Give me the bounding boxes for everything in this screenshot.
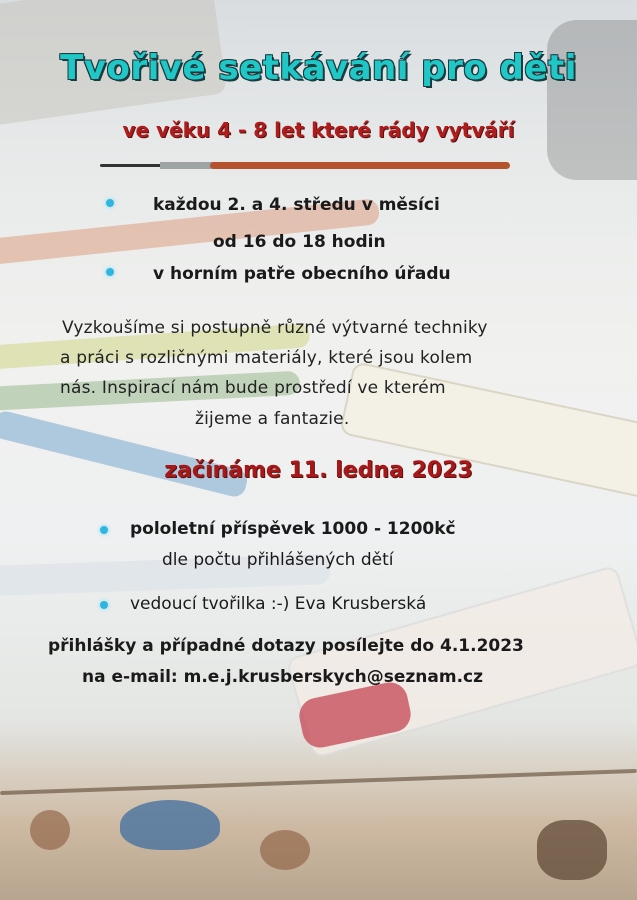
brush-handle [210,162,510,169]
brush-ferrule [160,162,215,169]
description-line: žijeme a fantazie. [195,409,350,429]
bullet-icon [100,526,108,534]
leader: vedoucí tvořilka :-) Eva Krusberská [130,594,427,614]
description-line: Vyzkoušíme si postupně různé výtvarné techniky [62,318,488,338]
fee-label: pololetní příspěvek 1000 - 1200kč [130,519,456,539]
poster-subtitle: ve věku 4 - 8 let které rády vytváří [122,118,515,142]
bullet-icon [106,199,114,207]
pinecone-shape [537,820,607,880]
fee-note: dle počtu přihlášených dětí [162,550,394,570]
poster-title: Tvořivé setkávání pro děti [60,48,577,88]
description-line: a práci s rozličnými materiály, které jsou kolem [60,348,473,368]
contact-line: přihlášky a případné dotazy posílejte do 4.1.2023 [48,636,524,656]
paintbrush-icon [100,160,510,170]
brush-tip [100,164,162,167]
twig-shape [0,769,637,795]
schedule-hours: od 16 do 18 hodin [213,232,386,252]
bullet-icon [106,268,114,276]
chestnut-shape [30,810,70,850]
chestnut-shape-2 [260,830,310,870]
bird-figure-shape [120,800,220,850]
schedule-day: každou 2. a 4. středu v měsíci [153,195,440,215]
bullet-icon [100,601,108,609]
paint-bottle-shape [547,20,637,180]
start-date: začínáme 11. ledna 2023 [164,458,473,483]
description-line: nás. Inspirací nám bude prostředí ve kterém [60,378,446,398]
contact-email: na e-mail: m.e.j.krusberskych@seznam.cz [82,667,484,687]
schedule-location: v horním patře obecního úřadu [153,264,451,284]
